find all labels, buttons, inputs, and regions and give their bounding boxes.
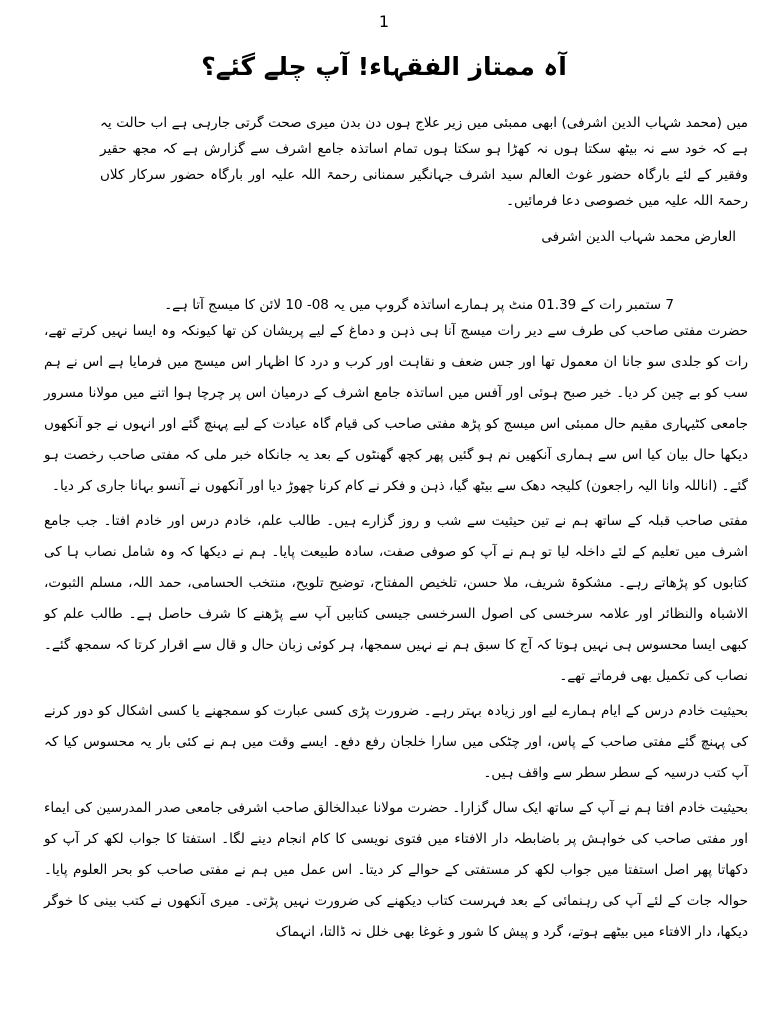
message-line: 7 ستمبر رات کے 01.39 منٹ پر ہمارے اساتذہ گروپ میں یہ 08- 10 لائن کا میسج آتا ہے۔ xyxy=(164,297,674,313)
paragraph-1: حضرت مفتی صاحب کی طرف سے دیر رات میسج آنا ہی ذہن و دماغ کے لیے پریشان کن تھا کیونکہ وہ ایسا نہیں کرتے تھے، رات کو جلدی سو جانا ان معمول تھا اور جس ضعف و نقاہت اور کرب و درد کا اظہار اس میسج میں فرمایا ہے اس نے ہم سب کو بے چین کر دیا۔ خیر صبح ہوئی اور آفس میں اساتذہ جامع اشرف کے درمیان اس پر چرچا ہوا اتنے میں مولانا مسرور جامعی کٹیہاری مقیم حال ممبئی اس میسج کو پڑھ مفتی صاحب کی قیام گاہ عیادت کے لیے پہنچ گئے اور انہوں نے جو آنکھوں دیکھا حال بیان کیا اس سے ہماری آنکھیں نم ہو گئیں پھر کچھ گھنٹوں کے بعد یہ جانکاہ خبر ملی کہ مفتی صاحب رخصت ہو گئے۔ (اناللہ وانا الیہ راجعون) کلیجہ دھک سے بیٹھ گیا، ذہن و فکر نے کام کرنا چھوڑ دیا اور آنکھوں نے آنسو بہانا جاری کر دیا۔ xyxy=(44,323,748,494)
paragraph-3: بحیثیت خادم درس کے ایام ہمارے لیے اور زیادہ بہتر رہے۔ ضرورت پڑی کسی عبارت کو سمجھنے یا کسی اشکال کو دور کرنے کی پہنچ گئے مفتی صاحب کے پاس، اور چٹکی میں سارا خلجان رفع دفع۔ ایسے وقت میں ہم نے کئی بار یہ محسوس کیا کہ آپ کتب درسیہ کے سطر سطر سے واقف ہیں۔ xyxy=(44,703,748,781)
signature: العارض محمد شہاب الدین اشرفی xyxy=(541,229,736,245)
page-number: 1 xyxy=(378,12,390,31)
intro-paragraph: میں (محمد شہاب الدین اشرفی) ابھی ممبئی میں زیر علاج ہوں دن بدن میری صحت گرتی جارہی ہے اب حالت یہ ہے کہ خود سے نہ بیٹھ سکتا ہوں نہ کھڑا ہو سکتا ہوں تمام اساتذہ جامع اشرف سے گزارش ہے کہ مجھ حقیر وفقیر کے لئے بارگاہ حضور غوث العالم سید اشرف جہانگیر سمنانی رحمۃ اللہ علیہ اور بارگاہ حضور سرکار کلاں رحمۃ اللہ علیہ میں خصوصی دعا فرمائیں۔ xyxy=(100,115,748,209)
intro-section xyxy=(100,110,748,250)
page-title: آہ ممتاز الفقہاء! آپ چلے گئے؟ xyxy=(201,52,567,81)
paragraph-4: بحیثیت خادم افتا ہم نے آپ کے ساتھ ایک سال گزارا۔ حضرت مولانا عبدالخالق صاحب اشرفی جامعی صدر المدرسین کی ایماء اور مفتی صاحب کی خواہش پر باضابطہ دار الافتاء میں فتوی نویسی کا کام انجام دینے لگا۔ استفتا کا جواب لکھ کر آپ کو دکھاتا پھر اصل استفتا میں جواب لکھ کر مستفتی کے حوالے کر دیتا۔ اس عمل میں ہم نے مفتی صاحب کو بحر العلوم پایا۔ حوالہ جات کے لئے آپ کی رہنمائی کے بعد فہرست کتاب دیکھنے کی ضرورت نہیں پڑتی۔ میری آنکھوں نے کتب بینی کا خوگر دیکھا، دار الافتاء میں بیٹھے ہوتے، گرد و پیش کا شور و غوغا بھی خلل نہ ڈالتا، انہماک xyxy=(44,800,748,940)
main-text xyxy=(44,316,748,948)
paragraph-2: مفتی صاحب قبلہ کے ساتھ ہم نے تین حیثیت سے شب و روز گزارے ہیں۔ طالب علم، خادم درس اور خادم افتا۔ جب جامع اشرف میں تعلیم کے لئے داخلہ لیا تو ہم نے آپ کو صوفی صفت، سادہ طبیعت پایا۔ ہم نے دیکھا کہ وہ شامل نصاب ہا کی کتابوں کو پڑھاتے رہے۔ مشکوۃ شریف، ملا حسن، تلخیص المفتاح، توضیح تلویح، منتخب الحسامی، حمد اللہ، مسلم الثبوت، الاشباہ والنظائر اور علامہ سرخسی کی اصول السرخسی جیسی کتابیں آپ سے پڑھنے کا شرف حاصل ہے۔ طالب علم کو کبھی ایسا محسوس ہی نہیں ہوتا کہ آج کا سبق ہم نے نہیں سمجھا، ہر کوئی زبان حال و قال سے اقرار کرتا کہ سمجھ گئے۔ نصاب کی تکمیل بھی فرماتے تھے۔ xyxy=(44,513,748,684)
